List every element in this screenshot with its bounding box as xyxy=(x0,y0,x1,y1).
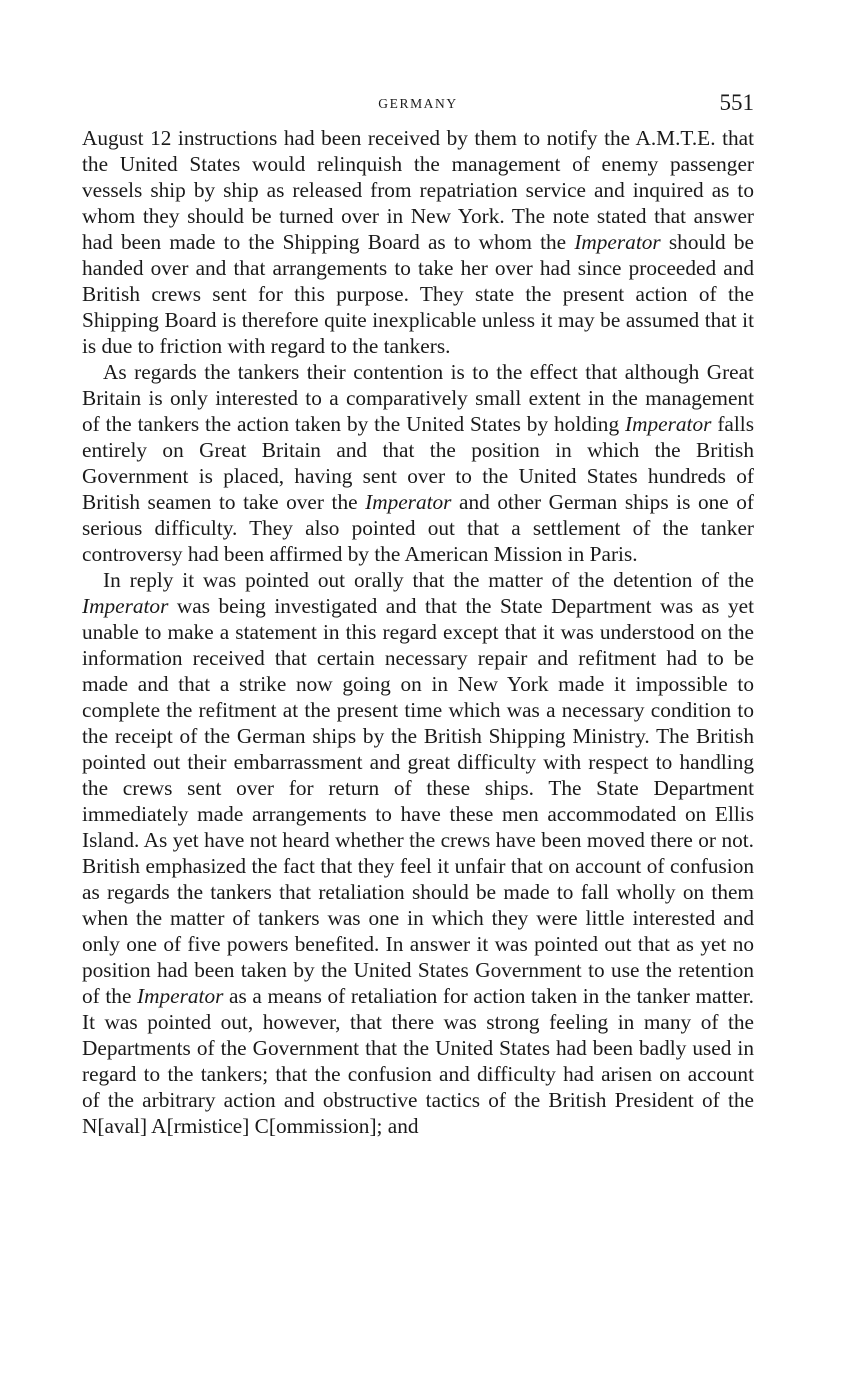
paragraph-3 xyxy=(82,567,754,1139)
text-segment: should be handed over and that arrangements to take her over had since proceeded and British crews sent for this purpose. They state the present action of the Shipping Board is therefore quite inexplicable unless it may be assumed that it is due to friction with regard to the tankers. xyxy=(82,230,754,358)
italic-ship-name: Imperator xyxy=(137,984,224,1008)
text-segment: falls entirely on Great Britain and that the position in which the British Government is placed, having sent over to the United States hundreds of British seamen to take over the xyxy=(82,412,754,514)
italic-ship-name: Imperator xyxy=(82,594,169,618)
body-text xyxy=(82,125,754,1139)
page-number: 551 xyxy=(719,90,754,115)
text-segment: as a means of retaliation for action taken in the tanker matter. It was pointed out, however, that there was strong feeling in many of the Departments of the Government that the United States had been badly used in regard to the tankers; that the confusion and difficulty had arisen on account of the arbitrary action and obstructive tactics of the British President of the N[aval] A[rmistice] C[ommission]; and xyxy=(82,984,754,1138)
running-header xyxy=(82,88,754,122)
text-segment: As regards the tankers their contention is to the effect that although Great Britain is only interested to a comparatively small extent in the management of the tankers the action taken by the United States by holding xyxy=(82,360,754,436)
italic-ship-name: Imperator xyxy=(574,230,661,254)
text-segment: In reply it was pointed out orally that the matter of the detention of the xyxy=(103,568,754,592)
text-segment: and other German ships is one of serious difficulty. They also pointed out that a settlement of the tanker controversy had been affirmed by the American Mission in Paris. xyxy=(82,490,754,566)
text-segment: was being investigated and that the State Department was as yet unable to make a statement in this regard except that it was understood on the information received that certain necessary repair and refitment had to be made and that a strike now going on in New York made it impossible to complete the refitment at the present time which was a necessary condition to the receipt of the German ships by the British Shipping Ministry. The British pointed out their embarrassment and great difficulty with respect to handling the crews sent over for return of these ships. The State Department immediately made arrangements to have these men accommodated on Ellis Island. As yet have not heard whether the crews have been moved there or not. British emphasized the fact that they feel it unfair that on account of confusion as regards the tankers that retaliation should be made to fall wholly on them when the matter of tankers was one in which they were little interested and only one of five powers benefited. In answer it was pointed out that as yet no position had been taken by the United States Government to use the retention of the xyxy=(82,594,754,1008)
running-header-title: GERMANY xyxy=(378,96,458,111)
document-page xyxy=(82,88,754,1139)
italic-ship-name: Imperator xyxy=(625,412,712,436)
text-segment: August 12 instructions had been received by them to notify the A.M.T.E. that the United States would relinquish the management of enemy passenger vessels ship by ship as released from repatriation service and inquired as to whom they should be turned over in New York. The note stated that answer had been made to the Shipping Board as to whom the xyxy=(82,126,754,254)
italic-ship-name: Imperator xyxy=(365,490,452,514)
paragraph-1 xyxy=(82,125,754,359)
paragraph-2 xyxy=(82,359,754,567)
